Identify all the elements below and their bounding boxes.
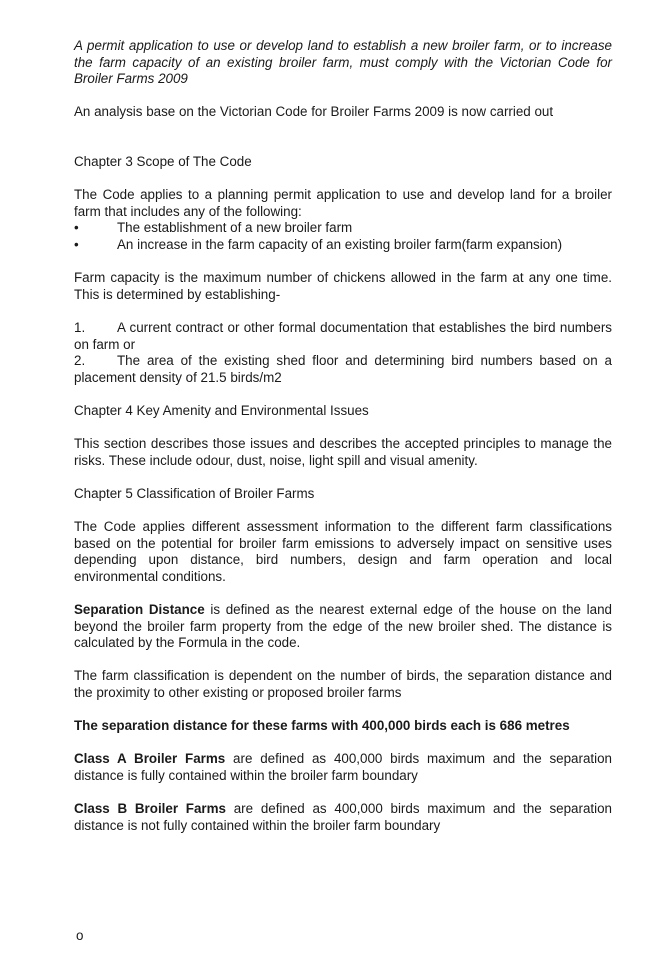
bullet-text: The establishment of a new broiler farm <box>117 220 353 236</box>
item-number: 2. <box>74 353 86 369</box>
separation-distance-paragraph <box>74 602 612 652</box>
numbered-item <box>74 353 612 386</box>
item-text: The area of the existing shed floor and determining bird numbers based on a placement density of 21.5 birds/m2 <box>74 353 612 385</box>
bullet-text: An increase in the farm capacity of an existing broiler farm(farm expansion) <box>117 236 563 252</box>
separation-bold-statement: The separation distance for these farms with 400,000 birds each is 686 metres <box>74 718 570 734</box>
numbered-item <box>74 320 612 353</box>
item-text: A current contract or other formal documentation that establishes the bird numbers on farm or <box>74 319 612 352</box>
class-b-text: are defined as 400,000 birds maximum and the separation distance is not fully contained within the broiler farm boundary <box>74 801 613 833</box>
page-number: o <box>76 928 84 943</box>
separation-text: is defined as the nearest external edge of the house on the land beyond the broiler farm property from the edge of the new broiler shed. The distance is calculated by the Formula in the code. <box>74 602 612 651</box>
chapter5-paragraph: The Code applies different assessment information to the different farm classifications based on the potential for broiler farm emissions to adversely impact on sensitive uses depending upon distance, bird numbers, design and farm operation and local environmental conditions. <box>74 519 612 584</box>
class-a-paragraph <box>74 751 612 784</box>
class-b-paragraph <box>74 801 612 834</box>
document-page <box>74 38 612 851</box>
item-number: 1. <box>74 319 86 335</box>
class-a-text: are defined as 400,000 birds maximum and the separation distance is fully contained within the broiler farm boundary <box>74 751 613 783</box>
chapter4-heading: Chapter 4 Key Amenity and Environmental Issues <box>74 402 369 418</box>
farm-capacity-paragraph: Farm capacity is the maximum number of chickens allowed in the farm at any one time. This is determined by establishing- <box>74 270 612 302</box>
chapter4-paragraph: This section describes those issues and describes the accepted principles to manage the risks. These include odour, dust, noise, light spill and visual amenity. <box>74 436 612 468</box>
chapter3-heading: Chapter 3 Scope of The Code <box>74 153 252 169</box>
intro-paragraph: A permit application to use or develop land to establish a new broiler farm, or to increase the farm capacity of an existing broiler farm, must comply with the Victorian Code for Broiler Farms 2009 <box>74 38 612 87</box>
bullet-icon: • <box>74 220 79 236</box>
class-a-term: Class A Broiler Farms <box>74 751 226 767</box>
bullet-icon: • <box>74 236 79 252</box>
separation-term: Separation Distance <box>74 602 205 617</box>
analysis-paragraph: An analysis base on the Victorian Code for Broiler Farms 2009 is now carried out <box>74 104 554 120</box>
bullet-item <box>74 237 612 254</box>
scope-bullet-list <box>74 220 612 253</box>
chapter5-heading: Chapter 5 Classification of Broiler Farms <box>74 485 315 501</box>
bullet-item <box>74 220 612 237</box>
class-b-term: Class B Broiler Farms <box>74 801 226 817</box>
classification-paragraph: The farm classification is dependent on the number of birds, the separation distance and the proximity to other existing or proposed broiler farms <box>74 668 612 700</box>
chapter3-intro: The Code applies to a planning permit application to use and develop land for a broiler farm that includes any of the following: <box>74 187 612 219</box>
numbered-list <box>74 320 612 386</box>
